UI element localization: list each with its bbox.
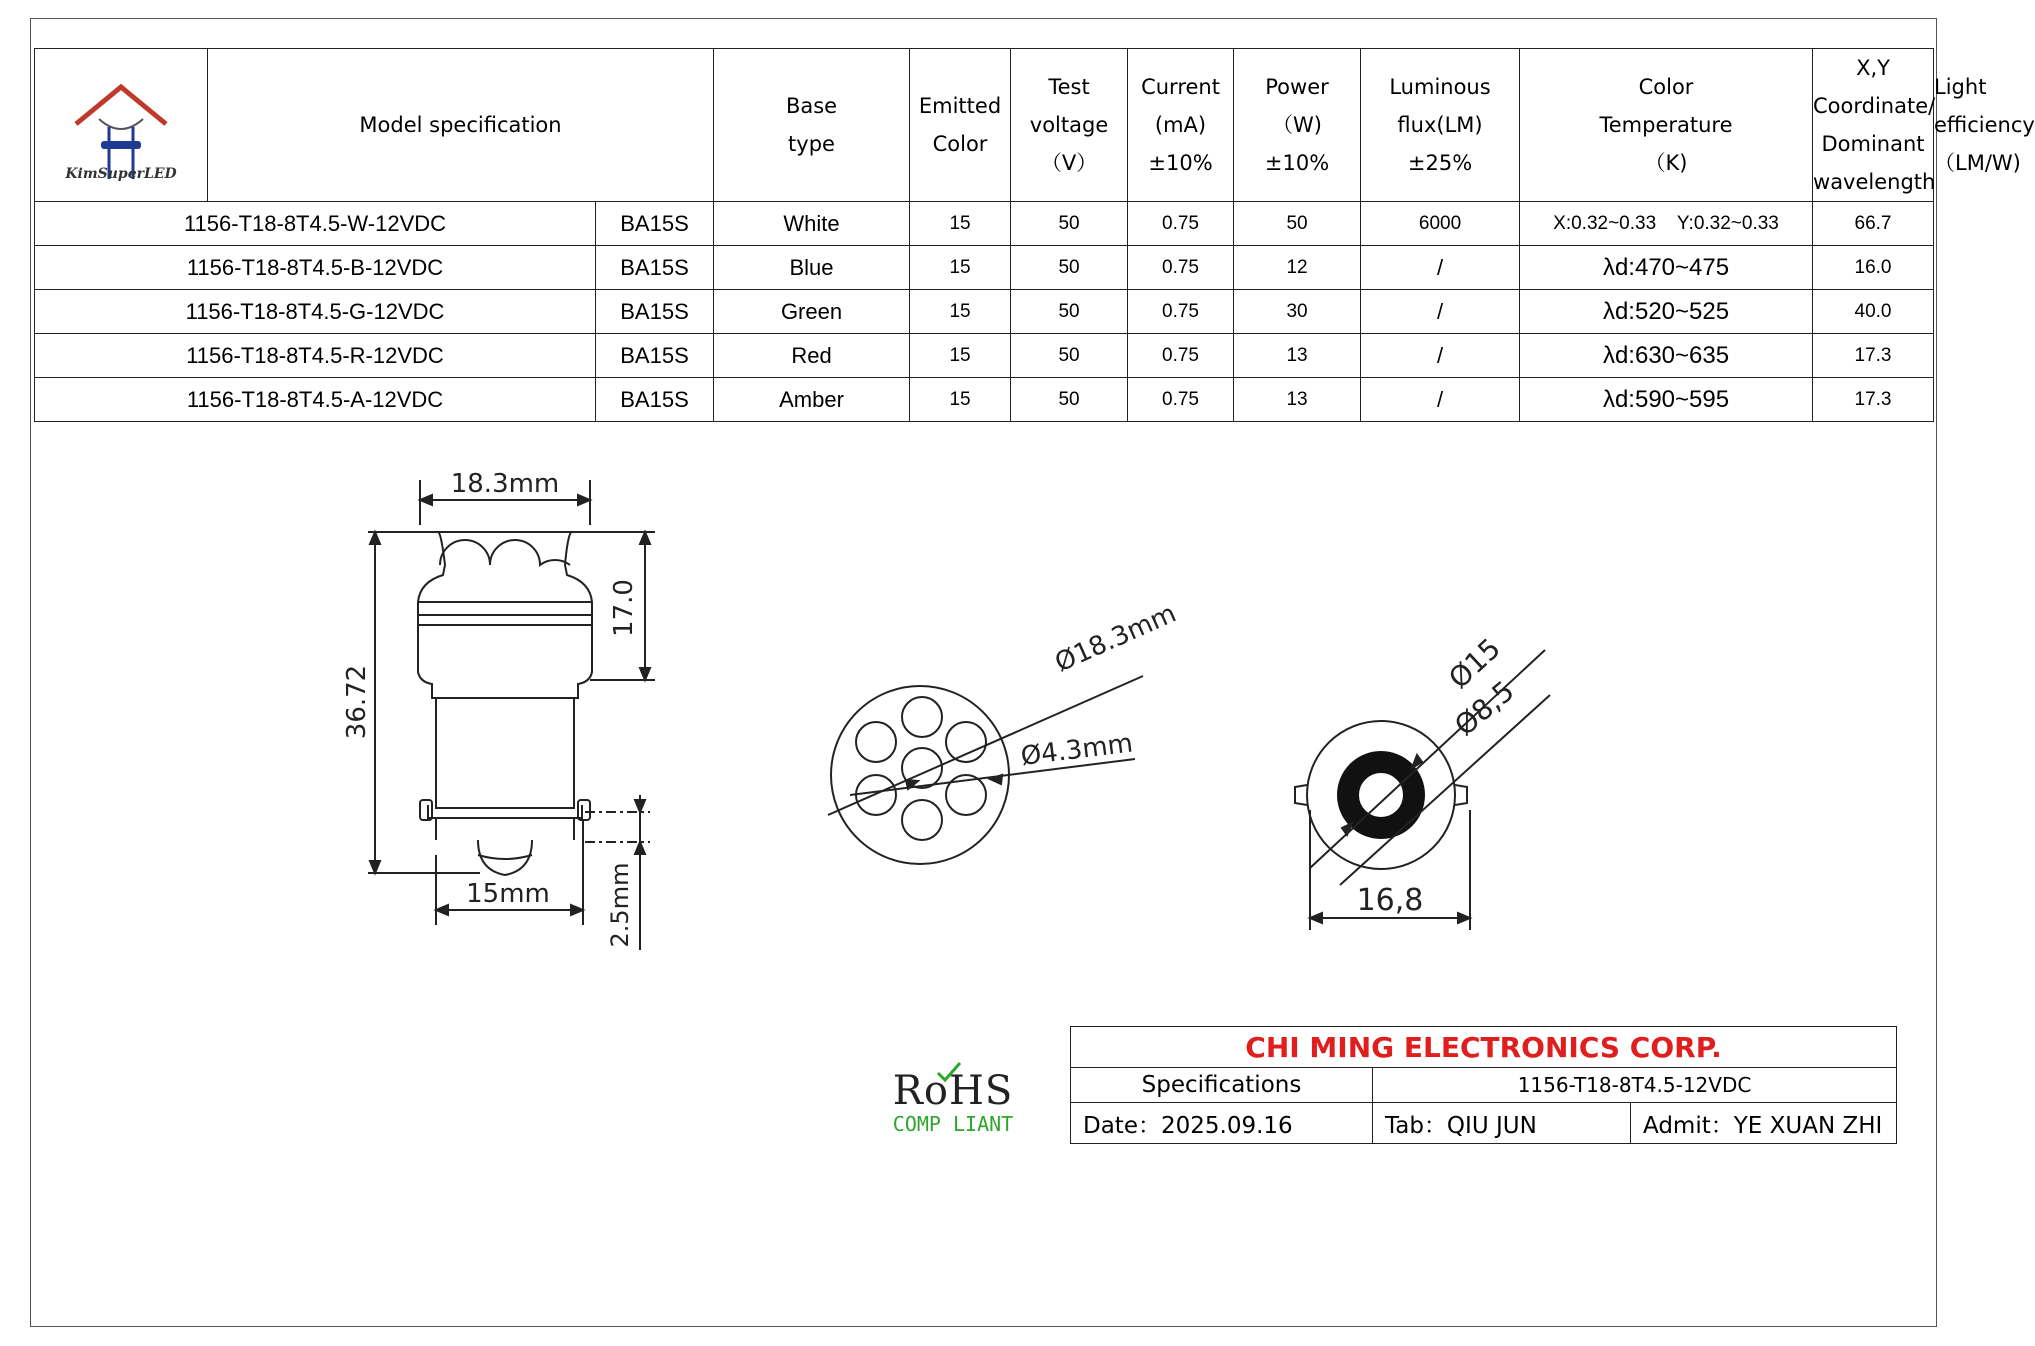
- header-color: Emitted Color: [910, 49, 1011, 202]
- cell-power: 0.75: [1128, 246, 1234, 290]
- company-name: CHI MING ELECTRONICS CORP.: [1071, 1027, 1897, 1068]
- header-base: Base type: [714, 49, 910, 202]
- table-header-row: KimSuperLED Model specification Base type Emitted Color Test voltage （V） Current (mA) ±10% Power （W) ±10% Luminous flux(LM) ±25% Color Temperature （K) X,Y Coordinate/ Dominant wavelength Light efficiency （LM/W): [35, 49, 1934, 202]
- cell-cct: /: [1361, 378, 1520, 422]
- cell-cct: 6000: [1361, 202, 1520, 246]
- cell-power: 0.75: [1128, 202, 1234, 246]
- header-cct: Color Temperature （K): [1520, 49, 1813, 202]
- cell-xy: λd:470~475: [1520, 246, 1813, 290]
- cell-current: 50: [1011, 246, 1128, 290]
- cell-voltage: 15: [910, 334, 1011, 378]
- cell-model: 1156-T18-8T4.5-R-12VDC: [35, 334, 596, 378]
- check-icon: [936, 1060, 962, 1084]
- cell-base: BA15S: [596, 334, 714, 378]
- cell-xy: λd:590~595: [1520, 378, 1813, 422]
- tab-field: Tab：QIU JUN: [1373, 1103, 1631, 1144]
- cell-voltage: 15: [910, 378, 1011, 422]
- cell-efficiency: 66.7: [1813, 202, 1934, 246]
- dim-total-height: 36.72: [342, 664, 372, 740]
- rohs-text: RoHS: [892, 1068, 1014, 1114]
- spec-label: Specifications: [1071, 1068, 1373, 1103]
- header-xy: X,Y Coordinate/ Dominant wavelength: [1813, 49, 1934, 202]
- dim-base-outer: Ø15: [1442, 631, 1507, 696]
- cell-flux: 13: [1234, 378, 1361, 422]
- rohs-badge: [878, 1068, 1028, 1136]
- admit-field: Admit：YE XUAN ZHI: [1631, 1103, 1897, 1144]
- cell-current: 50: [1011, 290, 1128, 334]
- cell-color: Green: [714, 290, 910, 334]
- title-block: [1070, 1026, 1897, 1144]
- dim-pin-height: 2.5mm: [606, 862, 634, 948]
- header-power: Power （W) ±10%: [1234, 49, 1361, 202]
- cell-power: 0.75: [1128, 290, 1234, 334]
- cell-cct: /: [1361, 334, 1520, 378]
- cell-color: Red: [714, 334, 910, 378]
- dim-base-inner: Ø8,5: [1448, 674, 1521, 743]
- header-voltage: Test voltage （V）: [1011, 49, 1128, 202]
- cell-efficiency: 17.3: [1813, 378, 1934, 422]
- rohs-compliant-text: COMP LIANT: [892, 1112, 1014, 1136]
- cell-flux: 12: [1234, 246, 1361, 290]
- cell-voltage: 15: [910, 290, 1011, 334]
- cell-base: BA15S: [596, 246, 714, 290]
- logo-text: KimSuperLED: [65, 166, 177, 182]
- date-field: Date：2025.09.16: [1071, 1103, 1373, 1144]
- cell-color: Blue: [714, 246, 910, 290]
- cell-cct: /: [1361, 290, 1520, 334]
- cell-cct: /: [1361, 246, 1520, 290]
- cell-power: 0.75: [1128, 334, 1234, 378]
- cell-color: Amber: [714, 378, 910, 422]
- cell-voltage: 15: [910, 202, 1011, 246]
- cell-flux: 30: [1234, 290, 1361, 334]
- dim-led-diameter: Ø4.3mm: [1019, 728, 1135, 772]
- cell-current: 50: [1011, 202, 1128, 246]
- cell-base: BA15S: [596, 378, 714, 422]
- dim-pin-span: 16,8: [1356, 883, 1424, 918]
- cell-efficiency: 16.0: [1813, 246, 1934, 290]
- dim-top-width: 18.3mm: [450, 469, 560, 499]
- dim-base-width: 15mm: [466, 879, 550, 909]
- cell-flux: 13: [1234, 334, 1361, 378]
- cell-power: 0.75: [1128, 378, 1234, 422]
- header-model: Model specification: [208, 49, 714, 202]
- cell-model: 1156-T18-8T4.5-G-12VDC: [35, 290, 596, 334]
- cell-xy: λd:520~525: [1520, 290, 1813, 334]
- cell-base: BA15S: [596, 202, 714, 246]
- spec-value: 1156-T18-8T4.5-12VDC: [1373, 1068, 1897, 1103]
- header-current: Current (mA) ±10%: [1128, 49, 1234, 202]
- cell-efficiency: 17.3: [1813, 334, 1934, 378]
- cell-model: 1156-T18-8T4.5-B-12VDC: [35, 246, 596, 290]
- header-flux: Luminous flux(LM) ±25%: [1361, 49, 1520, 202]
- front-view: [828, 676, 1143, 864]
- dim-head-height: 17.0: [609, 579, 639, 637]
- cell-flux: 50: [1234, 202, 1361, 246]
- dim-front-diameter: Ø18.3mm: [1050, 598, 1181, 679]
- cell-voltage: 15: [910, 246, 1011, 290]
- cell-current: 50: [1011, 334, 1128, 378]
- cell-model: 1156-T18-8T4.5-A-12VDC: [35, 378, 596, 422]
- cell-xy: λd:630~635: [1520, 334, 1813, 378]
- cell-efficiency: 40.0: [1813, 290, 1934, 334]
- cell-color: White: [714, 202, 910, 246]
- cell-xy: X:0.32~0.33 Y:0.32~0.33: [1520, 202, 1813, 246]
- cell-base: BA15S: [596, 290, 714, 334]
- cell-model: 1156-T18-8T4.5-W-12VDC: [35, 202, 596, 246]
- cell-current: 50: [1011, 378, 1128, 422]
